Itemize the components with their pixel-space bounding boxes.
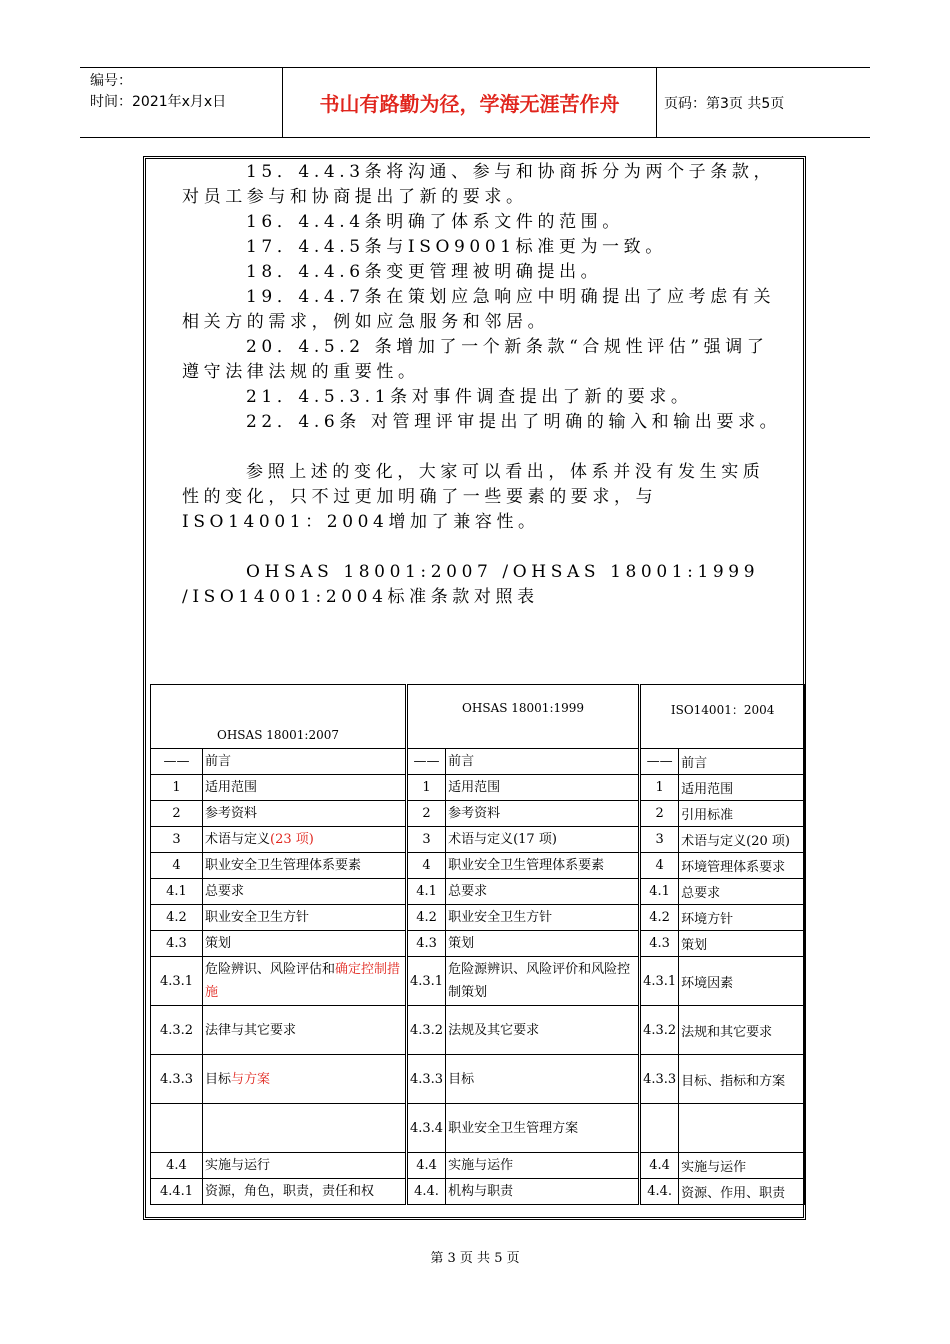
clause-title-14001: 适用范围 <box>679 775 805 801</box>
clause-title-text: 策划 <box>205 936 232 951</box>
paragraph-21: 21．4.5.3.1条对事件调查提出了新的要求。 <box>246 387 693 407</box>
clause-no-14001: 4.1 <box>640 879 679 905</box>
clause-no-14001: 4.4. <box>640 1179 679 1205</box>
clause-no-1999: 3 <box>407 827 446 853</box>
clause-no-14001: 4.2 <box>640 905 679 931</box>
table-row <box>151 1006 805 1055</box>
clause-title-2007 <box>203 827 407 853</box>
page-footer: 第 3 页 共 5 页 <box>430 1251 520 1266</box>
clause-title-text: 职业安全卫生方针 <box>205 910 310 925</box>
paragraph-19: 19．4.4.7条在策划应急响应中明确提出了应考虑有关相关方的需求，例如应急服务和邻居。 <box>182 287 776 332</box>
clause-title-text: 适用范围 <box>205 780 258 795</box>
clause-no-14001: 4.3.2 <box>640 1006 679 1055</box>
clause-title-1999: 职业安全卫生管理体系要素 <box>446 853 640 879</box>
clause-title-text: 职业安全卫生管理体系要素 <box>205 858 362 873</box>
clause-no-1999: 4.3.2 <box>407 1006 446 1055</box>
clause-no-14001: 1 <box>640 775 679 801</box>
clause-title-2007 <box>203 1179 407 1205</box>
clause-no-1999: 4 <box>407 853 446 879</box>
clause-title-1999: 术语与定义(17 项) <box>446 827 640 853</box>
clause-title-14001: 实施与运作 <box>679 1153 805 1179</box>
header-14001: ISO14001：2004 <box>640 685 805 749</box>
clause-title-2007 <box>203 1153 407 1179</box>
clause-title-2007 <box>203 957 407 1006</box>
paragraph-22: 22．4.6条 对管理评审提出了明确的输入和输出要求。 <box>246 412 782 432</box>
clause-title-2007 <box>203 1104 407 1153</box>
clause-title-14001: 资源、作用、职责 <box>679 1179 805 1205</box>
clause-title-1999: 参考资料 <box>446 801 640 827</box>
clause-title-text: 参考资料 <box>205 806 258 821</box>
table-row <box>151 1055 805 1104</box>
clause-title-1999: 职业安全卫生方针 <box>446 905 640 931</box>
paragraph-20: 20．4.5.2 条增加了一个新条款“合规性评估”强调了遵守法律法规的重要性。 <box>182 337 769 382</box>
table-row <box>151 879 805 905</box>
header-1999: OHSAS 18001:1999 <box>407 685 640 749</box>
body-text <box>182 160 782 610</box>
clause-title-2007 <box>203 1055 407 1104</box>
clause-title-1999: 前言 <box>446 749 640 775</box>
table-row <box>151 957 805 1006</box>
clause-no-1999: 4.3.3 <box>407 1055 446 1104</box>
page-header <box>80 67 870 138</box>
clause-no-2007: 4.4.1 <box>151 1179 203 1205</box>
paragraph-18: 18．4.4.6条变更管理被明确提出。 <box>246 262 603 282</box>
clause-title-14001: 环境因素 <box>679 957 805 1006</box>
clause-title-14001: 法规和其它要求 <box>679 1006 805 1055</box>
table-row <box>151 905 805 931</box>
clause-no-14001: 4.4 <box>640 1153 679 1179</box>
clause-title-2007 <box>203 879 407 905</box>
clause-no-1999: 4.3.4 <box>407 1104 446 1153</box>
table-row <box>151 931 805 957</box>
clause-title-text: 总要求 <box>205 884 245 899</box>
clause-no-14001: 4.3.1 <box>640 957 679 1006</box>
clause-title-2007 <box>203 801 407 827</box>
table-row <box>151 749 805 775</box>
table-row <box>151 1153 805 1179</box>
clause-no-14001 <box>640 1104 679 1153</box>
clause-no-1999: 1 <box>407 775 446 801</box>
table-row <box>151 775 805 801</box>
clause-no-1999: 2 <box>407 801 446 827</box>
clause-title-change: 与方案 <box>231 1071 271 1087</box>
clause-title-1999: 职业安全卫生管理方案 <box>446 1104 640 1153</box>
clause-no-2007: 4.2 <box>151 905 203 931</box>
comparison-table <box>150 684 805 1205</box>
table-header-row <box>151 685 805 749</box>
clause-no-2007: 4.3 <box>151 931 203 957</box>
clause-no-2007: 4.3.1 <box>151 957 203 1006</box>
clause-no-2007: 4 <box>151 853 203 879</box>
clause-title-1999: 实施与运作 <box>446 1153 640 1179</box>
motto: 书山有路勤为径，学海无涯苦作舟 <box>283 68 657 137</box>
clause-title-2007 <box>203 905 407 931</box>
clause-title-2007 <box>203 931 407 957</box>
clause-no-1999: 4.4 <box>407 1153 446 1179</box>
clause-title-14001: 环境管理体系要求 <box>679 853 805 879</box>
paragraph-17: 17．4.4.5条与ISO9001标准更为一致。 <box>246 237 667 257</box>
clause-title-2007 <box>203 1006 407 1055</box>
clause-title-14001: 前言 <box>679 749 805 775</box>
clause-title-14001: 引用标准 <box>679 801 805 827</box>
paragraph-15: 15．4.4.3条将沟通、参与和协商拆分为两个子条款，对员工参与和协商提出了新的要求。 <box>182 162 776 207</box>
clause-title-1999: 适用范围 <box>446 775 640 801</box>
table-row <box>151 827 805 853</box>
code-label: 编号： <box>90 73 132 89</box>
clause-title-text: 术语与定义 <box>205 832 271 847</box>
clause-no-1999: —— <box>407 749 446 775</box>
clause-title-2007 <box>203 853 407 879</box>
clause-title-14001: 术语与定义(20 项) <box>679 827 805 853</box>
summary-paragraph: 参照上述的变化，大家可以看出，体系并没有发生实质性的变化，只不过更加明确了一些要素的要求，与ISO14001：2004增加了兼容性。 <box>182 462 765 532</box>
clause-no-14001: 2 <box>640 801 679 827</box>
clause-title-text: 前言 <box>205 754 232 769</box>
clause-title-1999: 总要求 <box>446 879 640 905</box>
clause-no-1999: 4.2 <box>407 905 446 931</box>
clause-title-text: 目标 <box>205 1071 232 1087</box>
clause-no-14001: 4.3.3 <box>640 1055 679 1104</box>
clause-title-14001: 环境方针 <box>679 905 805 931</box>
clause-no-2007: 4.3.2 <box>151 1006 203 1055</box>
clause-title-1999: 机构与职责 <box>446 1179 640 1205</box>
clause-no-1999: 4.1 <box>407 879 446 905</box>
table-row <box>151 801 805 827</box>
clause-no-2007: 3 <box>151 827 203 853</box>
clause-title-text: 实施与运行 <box>205 1158 271 1173</box>
paragraph-16: 16．4.4.4条明确了体系文件的范围。 <box>246 212 624 232</box>
clause-title-text: 法律与其它要求 <box>205 1022 297 1038</box>
clause-no-2007: 4.3.3 <box>151 1055 203 1104</box>
clause-title-1999: 策划 <box>446 931 640 957</box>
page-label: 页码：第3页 共5页 <box>664 95 785 112</box>
clause-no-2007: —— <box>151 749 203 775</box>
clause-no-1999: 4.3 <box>407 931 446 957</box>
clause-no-14001: —— <box>640 749 679 775</box>
clause-title-text: 资源，角色，职责，责任和权 <box>205 1184 375 1199</box>
clause-title-1999: 法规及其它要求 <box>446 1006 640 1055</box>
clause-no-14001: 4.3 <box>640 931 679 957</box>
clause-title-14001 <box>679 1104 805 1153</box>
clause-no-2007: 4.1 <box>151 879 203 905</box>
clause-title-change: (23 项) <box>270 832 314 847</box>
clause-no-1999: 4.4. <box>407 1179 446 1205</box>
clause-title-14001: 总要求 <box>679 879 805 905</box>
time-label: 时间：2021年x月x日 <box>90 94 227 110</box>
clause-title-1999: 危险源辨识、风险评价和风险控制策划 <box>446 957 640 1006</box>
clause-no-2007 <box>151 1104 203 1153</box>
clause-no-14001: 3 <box>640 827 679 853</box>
clause-title-change: 确定控制措施 <box>205 962 401 1000</box>
table-caption: OHSAS 18001:2007 /OHSAS 18001:1999 /ISO14001:2004标准条款对照表 <box>182 562 760 607</box>
clause-title-2007 <box>203 749 407 775</box>
clause-no-2007: 2 <box>151 801 203 827</box>
clause-title-text: 危险辨识、风险评估和 <box>205 962 336 977</box>
table-row <box>151 1179 805 1205</box>
table-row <box>151 1104 805 1153</box>
clause-title-14001: 策划 <box>679 931 805 957</box>
clause-title-2007 <box>203 775 407 801</box>
table-row <box>151 853 805 879</box>
clause-title-1999: 目标 <box>446 1055 640 1104</box>
clause-no-2007: 1 <box>151 775 203 801</box>
clause-title-14001: 目标、指标和方案 <box>679 1055 805 1104</box>
clause-no-2007: 4.4 <box>151 1153 203 1179</box>
clause-no-1999: 4.3.1 <box>407 957 446 1006</box>
header-2007: OHSAS 18001:2007 <box>151 685 407 749</box>
header-meta <box>80 68 283 137</box>
clause-no-14001: 4 <box>640 853 679 879</box>
